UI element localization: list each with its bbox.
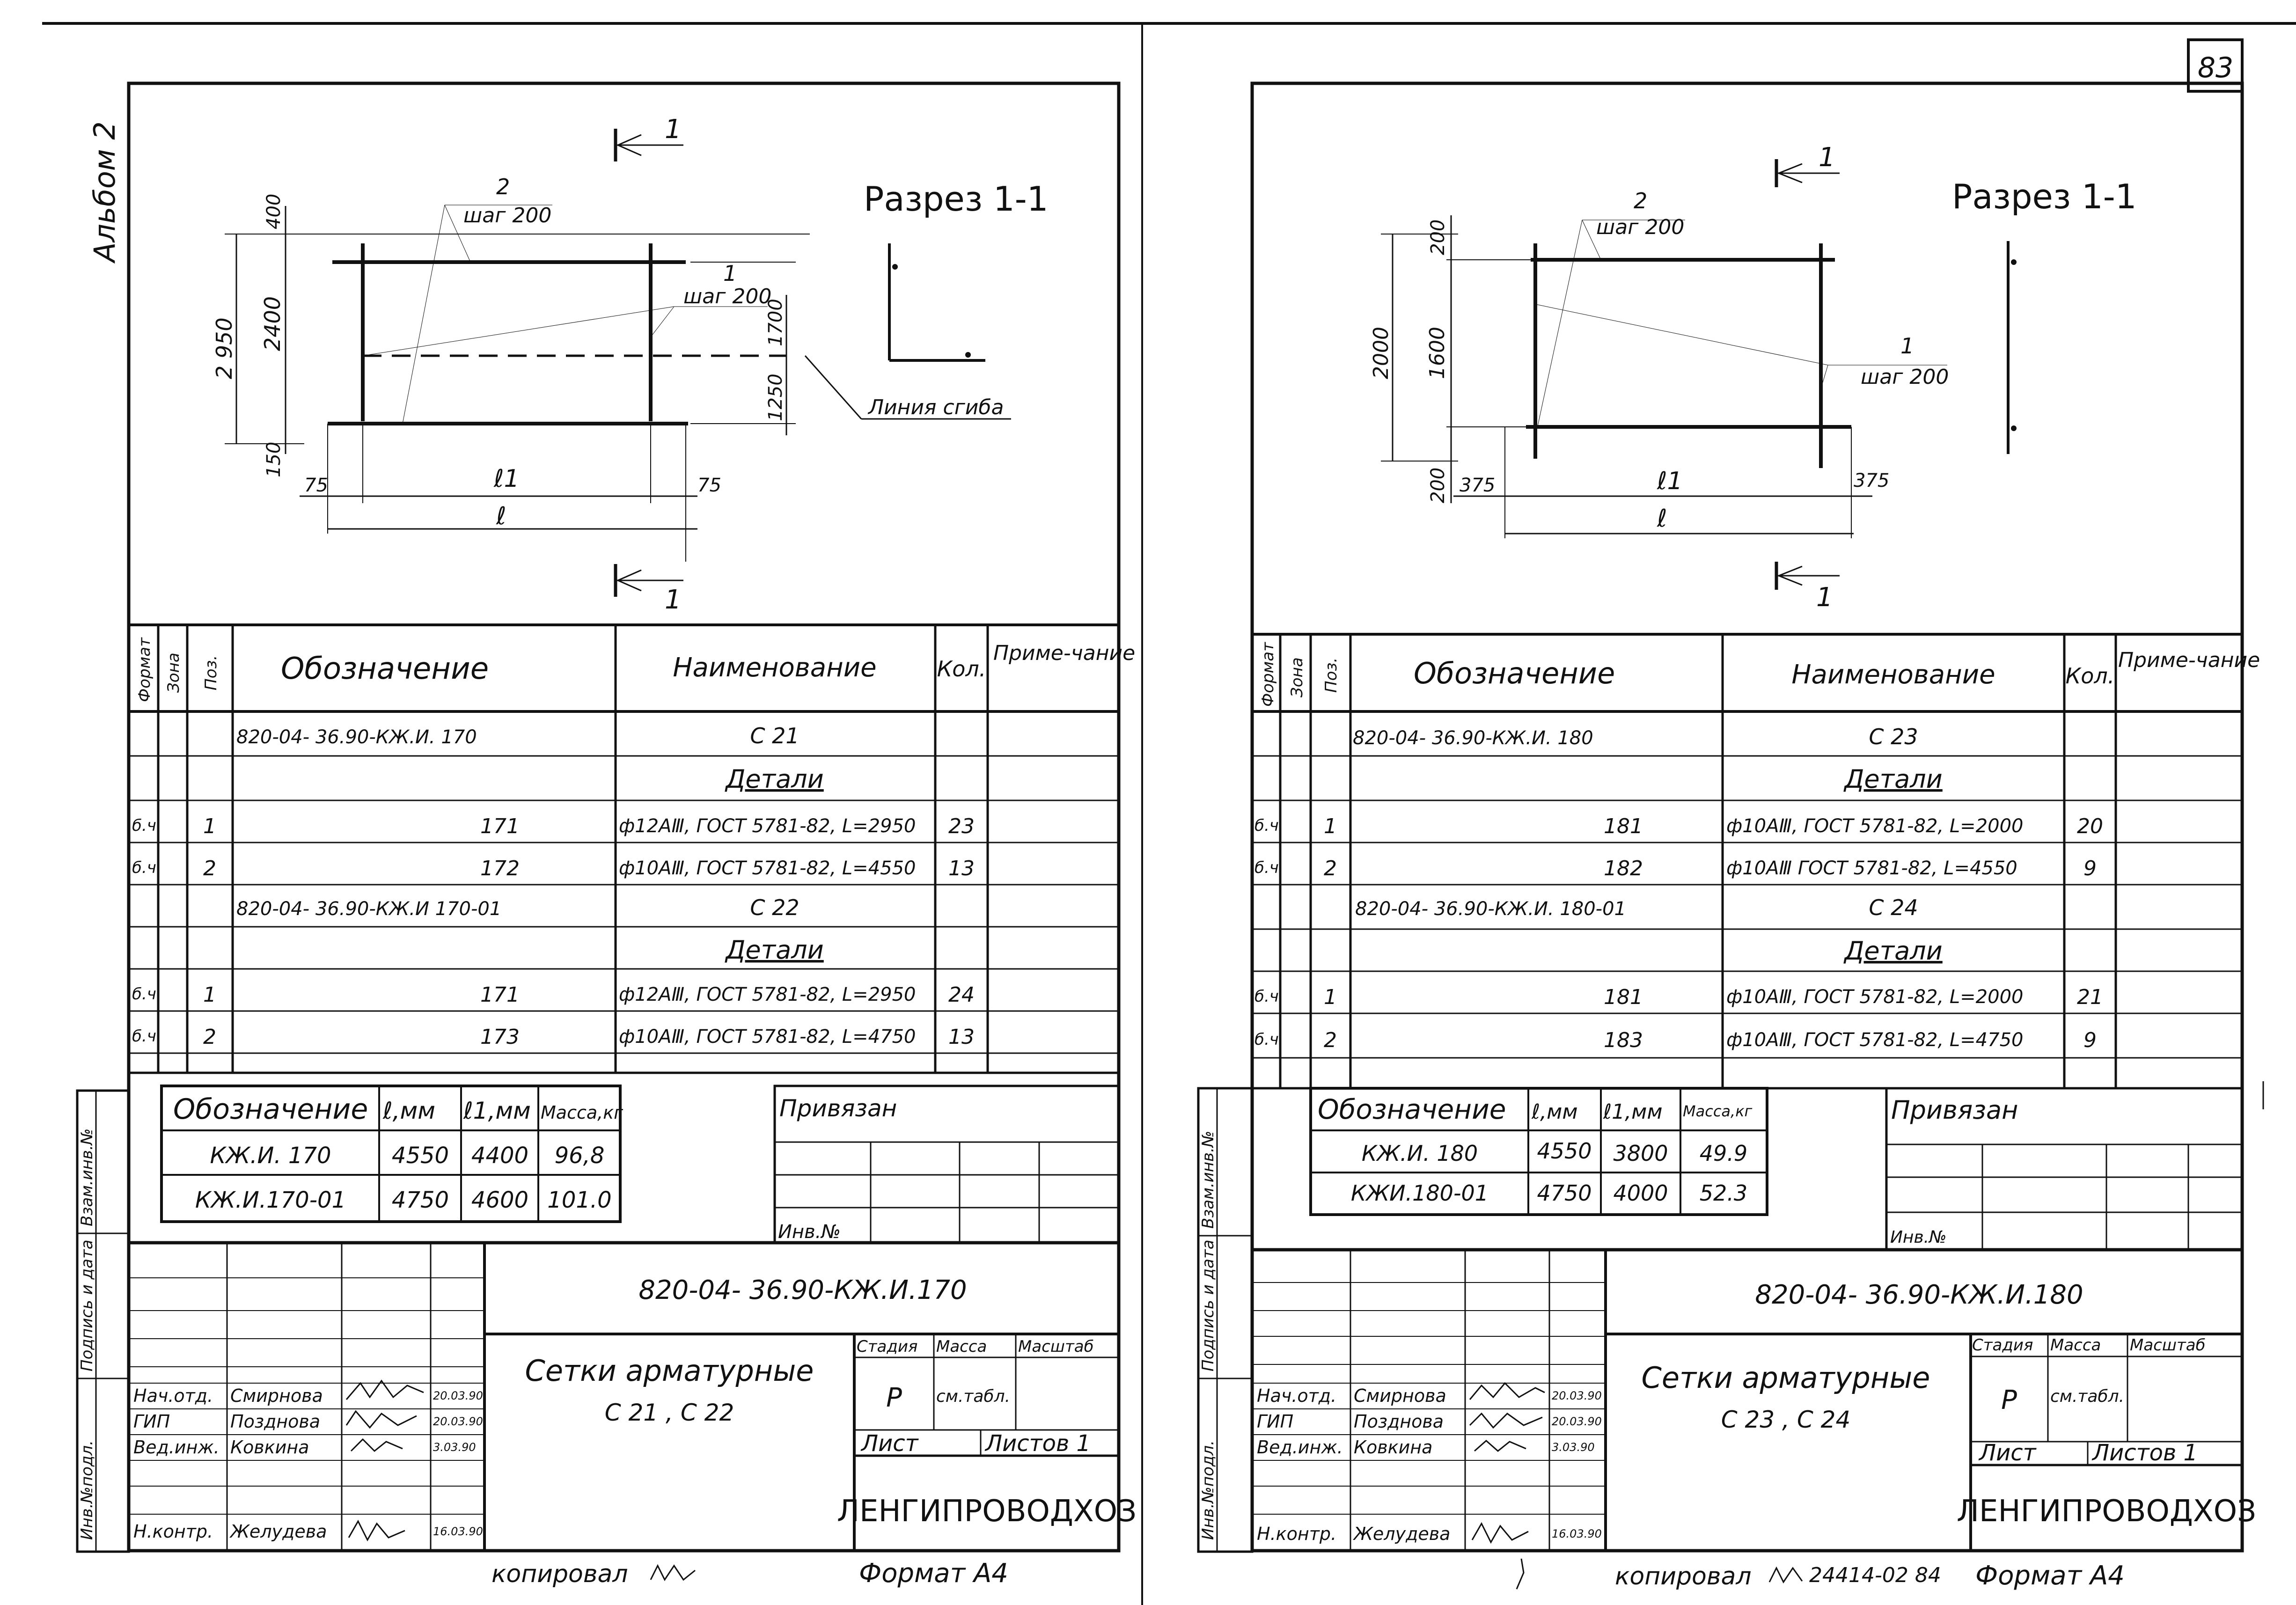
signer-name: Желудева [1354, 1524, 1451, 1544]
dim-l: ℓ [496, 502, 506, 530]
spec-qty: 13 [948, 857, 975, 880]
organization: ЛЕНГИПРОВОДХОЗ [1956, 1494, 2257, 1529]
scale-label: Масштаб [1018, 1337, 1094, 1356]
side-label: Взам.инв.№ [78, 1128, 96, 1226]
mass-label: Масса [2050, 1336, 2101, 1355]
mass-cell: 4750 [1537, 1180, 1592, 1206]
mass-cell: 4750 [391, 1187, 449, 1213]
spec-pos: 1 [1324, 814, 1337, 838]
doc-code: 820-04- 36.90-КЖ.И.170 [638, 1275, 967, 1305]
mass-cell: 4000 [1613, 1180, 1668, 1206]
format-label: Формат А4 [1975, 1561, 2125, 1591]
col-note: Приме-чание [993, 641, 1136, 665]
spec-name: С 23 [1869, 724, 1918, 749]
mass-cell: 4550 [1537, 1138, 1592, 1164]
signer-name: Смирнова [230, 1385, 323, 1406]
col-designation: Обозначение [1414, 656, 1615, 690]
mass-cell: 3800 [1613, 1141, 1668, 1166]
dim-label: 75 [697, 475, 721, 496]
mass-cell: КЖ.И. 170 [210, 1143, 331, 1169]
spec-section-header: Детали [1844, 936, 1943, 966]
spec-qty: 9 [2083, 857, 2097, 880]
cut-mark-bottom: 1 [665, 585, 682, 615]
dim-label: 150 [263, 441, 285, 477]
spec-name: ф10АⅢ, ГОСТ 5781-82, L=4750 [1726, 1029, 2024, 1051]
step-label: шаг 200 [463, 204, 552, 227]
mass-cell: КЖИ.180-01 [1350, 1180, 1489, 1206]
page-number: 83 [2197, 51, 2234, 84]
dim-l: ℓ [1657, 505, 1667, 533]
title-name: Сетки арматурные [1641, 1361, 1930, 1395]
mass-header: Масса,кг [1683, 1102, 1753, 1120]
stage-value: Р [886, 1383, 902, 1413]
spec-format: б.ч [1254, 816, 1279, 835]
col-pos: Поз. [1322, 657, 1341, 693]
mass-header: Масса,кг [541, 1102, 624, 1123]
sheets-count: Листов 1 [2092, 1440, 2198, 1466]
col-zone: Зона [164, 652, 183, 693]
spec-name: ф10АⅢ, ГОСТ 5781-82, L=2000 [1726, 986, 2024, 1008]
stage-value: Р [2001, 1385, 2017, 1415]
spec-pos: 2 [1324, 857, 1337, 880]
col-pos: Поз. [202, 655, 220, 690]
signer-name: Позднова [230, 1411, 321, 1432]
mass-header: ℓ,мм [1532, 1100, 1578, 1124]
spec-qty: 20 [2077, 814, 2103, 838]
cut-mark-bottom: 1 [1816, 582, 1833, 613]
mass-cell: 52.3 [1699, 1180, 1748, 1206]
cut-mark-top: 1 [665, 114, 682, 145]
dim-label: 1600 [1425, 327, 1449, 379]
spec-name: С 22 [750, 895, 800, 920]
mass-cell: КЖ.И. 180 [1361, 1141, 1478, 1166]
privyazan-label: Привязан [1891, 1095, 2018, 1125]
signer-name: Ковкина [1354, 1437, 1433, 1458]
dim-l1: ℓ1 [1657, 467, 1683, 495]
spec-qty: 24 [948, 983, 975, 1007]
mass-cell: 96,8 [554, 1143, 605, 1169]
spec-designation: 173 [480, 1025, 520, 1049]
spec-name: С 21 [750, 723, 800, 748]
side-label: Взам.инв.№ [1199, 1130, 1218, 1229]
spec-pos: 1 [203, 983, 216, 1007]
col-note: Приме-чание [2118, 648, 2260, 672]
mass-header: Обозначение [173, 1093, 368, 1126]
spec-name: ф12АⅢ, ГОСТ 5781-82, L=2950 [619, 815, 916, 837]
spec-qty: 13 [948, 1025, 975, 1049]
dim-label: 2 950 [212, 317, 237, 379]
spec-pos: 2 [203, 857, 216, 880]
mass-header: ℓ1,мм [463, 1097, 531, 1124]
pos-mark: 2 [1634, 188, 1648, 213]
album-label: Альбом 2 [88, 121, 122, 262]
title-items: С 21 , С 22 [604, 1399, 734, 1426]
mass-value: см.табл. [936, 1387, 1011, 1406]
signer-role: Вед.инж. [1257, 1437, 1343, 1458]
signer-role: ГИП [1257, 1411, 1294, 1432]
dim-label: 200 [1427, 219, 1449, 255]
spec-name: ф10АⅢ, ГОСТ 5781-82, L=2000 [1726, 815, 2024, 837]
spec-designation: 181 [1604, 814, 1643, 838]
signer-date: 3.03.90 [433, 1441, 476, 1454]
spec-designation: 820-04- 36.90-КЖ.И. 180 [1353, 727, 1593, 749]
copy-code: 24414-02 84 [1809, 1563, 1941, 1587]
dim-label: 200 [1427, 467, 1449, 503]
spec-designation: 182 [1604, 857, 1643, 880]
spec-pos: 1 [203, 814, 216, 838]
signer-date: 3.03.90 [1552, 1441, 1595, 1454]
spec-section-header: Детали [726, 764, 824, 794]
spec-format: б.ч [1254, 1030, 1279, 1049]
sheet-right [1198, 83, 2263, 1591]
step-label: шаг 200 [1596, 215, 1685, 239]
spec-section-header: Детали [726, 935, 824, 965]
mass-header: Обозначение [1318, 1093, 1506, 1125]
stage-label: Стадия [857, 1337, 918, 1356]
dim-label: 2400 [260, 296, 285, 351]
sheet-label: Лист [861, 1430, 918, 1457]
side-label: Инв.№подл. [1199, 1440, 1218, 1540]
sheet-left [77, 83, 1137, 1589]
spec-format: б.ч [132, 858, 156, 877]
inv-no-label: Инв.№ [1890, 1228, 1947, 1247]
spec-designation: 171 [480, 983, 520, 1007]
inv-no-label: Инв.№ [778, 1221, 841, 1243]
mass-label: Масса [936, 1337, 987, 1356]
col-zone: Зона [1288, 657, 1306, 697]
signer-role: Н.контр. [133, 1521, 213, 1542]
title-items: С 23 , С 24 [1721, 1406, 1851, 1433]
col-name: Наименование [673, 652, 877, 683]
scale-label: Масштаб [2130, 1336, 2206, 1355]
mass-cell: 4400 [471, 1143, 529, 1169]
cut-mark-top: 1 [1819, 142, 1835, 173]
dim-label: 400 [263, 193, 285, 229]
mass-cell: КЖ.И.170-01 [195, 1187, 346, 1213]
spec-pos: 1 [1324, 985, 1337, 1009]
spec-designation: 183 [1604, 1028, 1643, 1052]
dim-label: 375 [1460, 475, 1496, 496]
signer-date: 20.03.90 [433, 1389, 483, 1402]
dim-label: 1700 [765, 299, 786, 346]
format-label: Формат А4 [859, 1558, 1008, 1589]
col-format: Формат [1259, 642, 1277, 707]
mass-cell: 4550 [391, 1143, 449, 1169]
dim-label: 2000 [1369, 327, 1393, 379]
spec-format: б.ч [132, 816, 156, 835]
mass-header: ℓ1,мм [1603, 1100, 1663, 1124]
copier-mark [1769, 1568, 1802, 1582]
privyazan-label: Привязан [779, 1095, 897, 1122]
title-name: Сетки арматурные [525, 1354, 814, 1388]
spec-designation: 172 [480, 857, 520, 880]
signature-tail [1517, 1559, 1524, 1589]
organization: ЛЕНГИПРОВОДХОЗ [836, 1494, 1137, 1529]
spec-name: ф10АⅢ ГОСТ 5781-82, L=4550 [1726, 857, 2017, 879]
col-qty: Кол. [937, 656, 986, 682]
spec-pos: 2 [1324, 1028, 1337, 1052]
side-label: Подпись и дата [1199, 1239, 1218, 1371]
bend-line-label: Линия сгиба [868, 396, 1004, 419]
section-title: Разрез 1-1 [864, 179, 1049, 219]
signer-name: Ковкина [230, 1437, 309, 1458]
signer-date: 16.03.90 [1552, 1527, 1602, 1540]
signer-date: 20.03.90 [433, 1415, 483, 1428]
spec-format: б.ч [132, 1027, 156, 1046]
mass-header: ℓ,мм [383, 1097, 435, 1124]
col-name: Наименование [1791, 660, 1995, 690]
spec-designation: 171 [480, 814, 520, 838]
stage-label: Стадия [1972, 1336, 2033, 1355]
signer-role: Нач.отд. [133, 1385, 213, 1406]
copied-label: копировал [491, 1560, 628, 1588]
col-designation: Обозначение [281, 652, 489, 686]
spec-name: ф10АⅢ, ГОСТ 5781-82, L=4550 [619, 857, 916, 879]
signer-name: Желудева [230, 1521, 327, 1542]
dim-label: 1250 [765, 374, 786, 421]
copied-label: копировал [1615, 1562, 1752, 1590]
spec-format: б.ч [1254, 987, 1279, 1006]
spec-designation: 181 [1604, 985, 1643, 1009]
signer-name: Смирнова [1354, 1385, 1446, 1406]
spec-format: б.ч [132, 985, 156, 1004]
spec-qty: 23 [948, 814, 975, 838]
signer-date: 20.03.90 [1552, 1415, 1602, 1428]
side-label: Инв.№подл. [78, 1440, 96, 1540]
section-title: Разрез 1-1 [1952, 177, 2137, 216]
spec-designation: 820-04- 36.90-КЖ.И. 170 [236, 726, 477, 748]
signer-role: Нач.отд. [1257, 1385, 1337, 1406]
spec-section-header: Детали [1844, 764, 1943, 794]
copier-mark [651, 1566, 695, 1580]
doc-code: 820-04- 36.90-КЖ.И.180 [1755, 1280, 2083, 1310]
spec-name: С 24 [1869, 895, 1918, 920]
sheets-count: Листов 1 [985, 1430, 1091, 1457]
mass-value: см.табл. [2050, 1387, 2125, 1406]
signer-role: Вед.инж. [133, 1437, 220, 1458]
spec-pos: 2 [203, 1025, 216, 1049]
pos-mark: 1 [1900, 333, 1915, 359]
step-label: шаг 200 [683, 285, 772, 308]
step-label: шаг 200 [1861, 365, 1949, 389]
spec-qty: 9 [2083, 1028, 2097, 1052]
sheet-label: Лист [1979, 1440, 2036, 1466]
side-label: Подпись и дата [78, 1239, 96, 1371]
spec-name: ф10АⅢ, ГОСТ 5781-82, L=4750 [619, 1026, 916, 1048]
signer-role: ГИП [133, 1411, 170, 1432]
spec-format: б.ч [1254, 858, 1279, 877]
col-qty: Кол. [2065, 663, 2115, 689]
dim-label: 75 [304, 475, 328, 496]
signature-marks [1470, 1383, 1545, 1542]
col-format: Формат [135, 638, 154, 702]
spec-name: ф12АⅢ, ГОСТ 5781-82, L=2950 [619, 984, 916, 1005]
spec-designation: 820-04- 36.90-КЖ.И. 180-01 [1355, 898, 1627, 920]
signer-date: 20.03.90 [1552, 1389, 1602, 1402]
spec-designation: 820-04- 36.90-КЖ.И 170-01 [236, 898, 502, 920]
dim-label: 375 [1854, 470, 1890, 491]
dim-l1: ℓ1 [494, 465, 520, 493]
pos-mark: 2 [496, 174, 510, 199]
pos-mark: 1 [723, 261, 737, 286]
signer-role: Н.контр. [1257, 1524, 1337, 1544]
signer-name: Позднова [1354, 1411, 1444, 1432]
spec-qty: 21 [2077, 985, 2103, 1009]
mass-cell: 4600 [471, 1187, 529, 1213]
mass-cell: 49.9 [1699, 1141, 1748, 1166]
signer-date: 16.03.90 [433, 1525, 483, 1538]
mass-cell: 101.0 [547, 1187, 612, 1213]
